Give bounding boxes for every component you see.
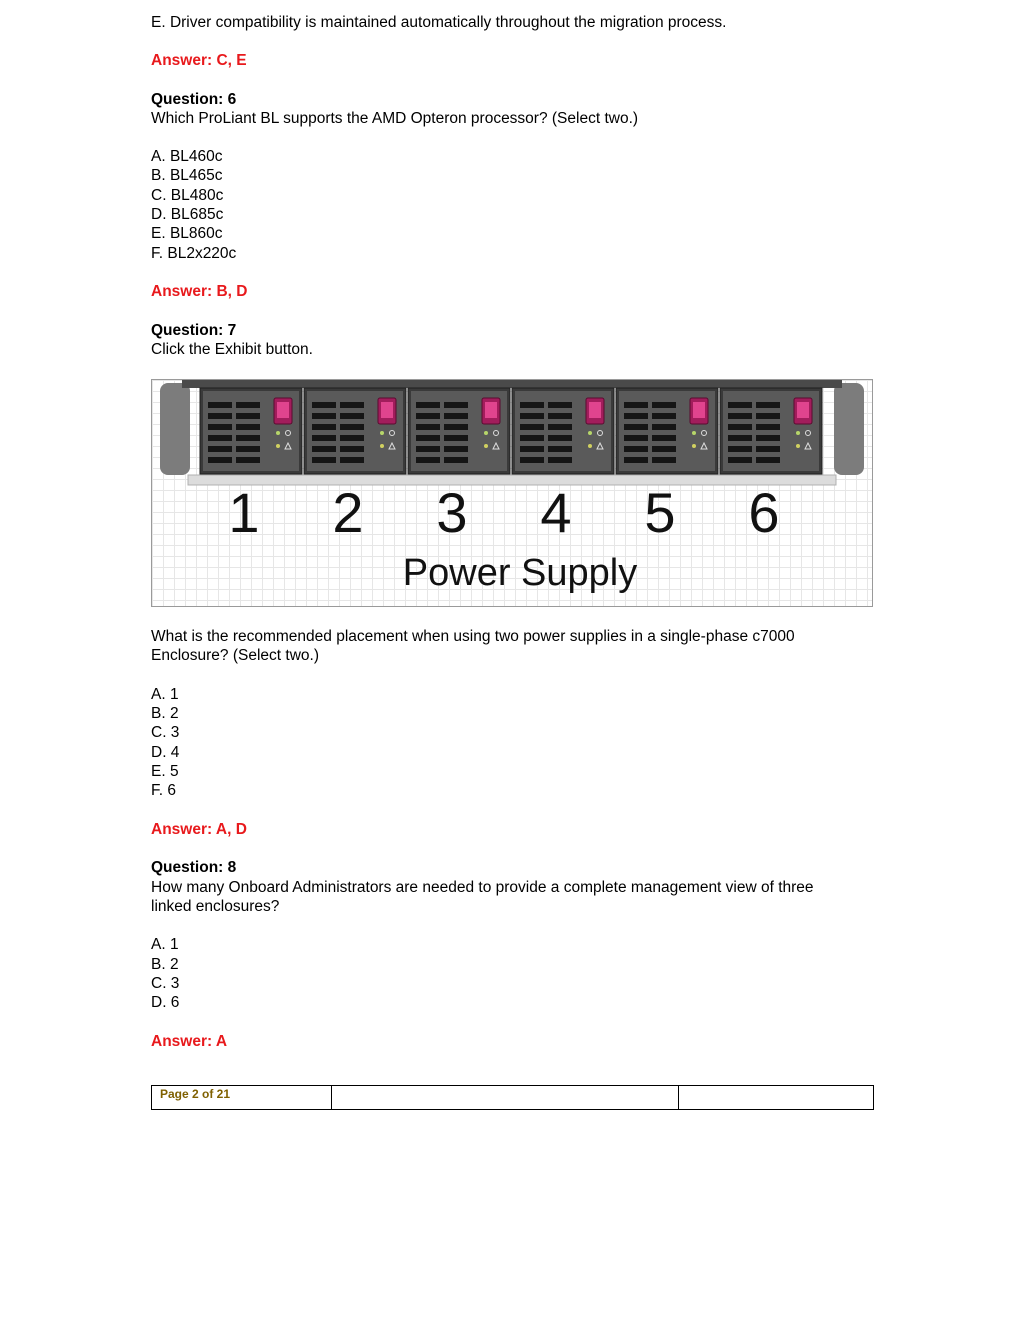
rail-right <box>834 383 864 475</box>
option-b: B. 2 <box>151 956 179 973</box>
option-d: D. 4 <box>151 744 180 761</box>
option-c: C. 3 <box>151 724 180 741</box>
power-supply-bay <box>200 388 302 474</box>
power-supply-bay <box>720 388 822 474</box>
bay-numbers <box>228 481 779 544</box>
exhibit-image <box>151 379 873 607</box>
option-b: B. BL465c <box>151 167 223 184</box>
question-text: Enclosure? (Select two.) <box>151 647 319 664</box>
option-f: F. 6 <box>151 782 176 799</box>
question-text: How many Onboard Administrators are needed to provide a complete management view of three <box>151 879 814 896</box>
exhibit-instruction: Click the Exhibit button. <box>151 341 313 358</box>
footer-cell <box>679 1086 873 1109</box>
option-e: E. 5 <box>151 763 179 780</box>
option-e: E. BL860c <box>151 225 223 242</box>
bay-number: 1 <box>228 481 260 544</box>
bay-number: 2 <box>332 481 364 544</box>
answer-text: Answer: B, D <box>151 283 248 300</box>
bay-number: 6 <box>748 481 780 544</box>
option-a: A. 1 <box>151 936 179 953</box>
answer-text: Answer: A <box>151 1033 228 1050</box>
question-text: linked enclosures? <box>151 898 280 915</box>
question-title: Question: 7 <box>151 322 237 339</box>
power-supply-bay <box>616 388 718 474</box>
power-supply-bay <box>408 388 510 474</box>
question-title: Question: 8 <box>151 859 237 876</box>
option-text: E. Driver compatibility is maintained automatically throughout the migration process. <box>151 14 727 31</box>
option-c: C. 3 <box>151 975 180 992</box>
question-title: Question: 6 <box>151 91 237 108</box>
answer-text: Answer: A, D <box>151 821 247 838</box>
rail-left <box>160 383 190 475</box>
bay-number: 4 <box>540 481 572 544</box>
option-a: A. BL460c <box>151 148 223 165</box>
option-b: B. 2 <box>151 705 179 722</box>
power-supply-bays <box>200 388 822 474</box>
bay-number: 3 <box>436 481 468 544</box>
question-text: What is the recommended placement when using two power supplies in a single-phase c7000 <box>151 628 795 645</box>
answer-text: Answer: C, E <box>151 52 247 69</box>
option-a: A. 1 <box>151 686 179 703</box>
footer-cell <box>332 1086 679 1109</box>
option-d: D. BL685c <box>151 206 224 223</box>
option-c: C. BL480c <box>151 187 224 204</box>
page-footer <box>151 1085 874 1110</box>
page-number: Page 2 of 21 <box>152 1086 332 1109</box>
exhibit-caption: Power Supply <box>402 552 638 594</box>
power-supply-bay <box>512 388 614 474</box>
bay-number: 5 <box>644 481 676 544</box>
option-f: F. BL2x220c <box>151 245 237 262</box>
question-text: Which ProLiant BL supports the AMD Opteron processor? (Select two.) <box>151 110 639 127</box>
option-d: D. 6 <box>151 994 180 1011</box>
power-supply-bay <box>304 388 406 474</box>
